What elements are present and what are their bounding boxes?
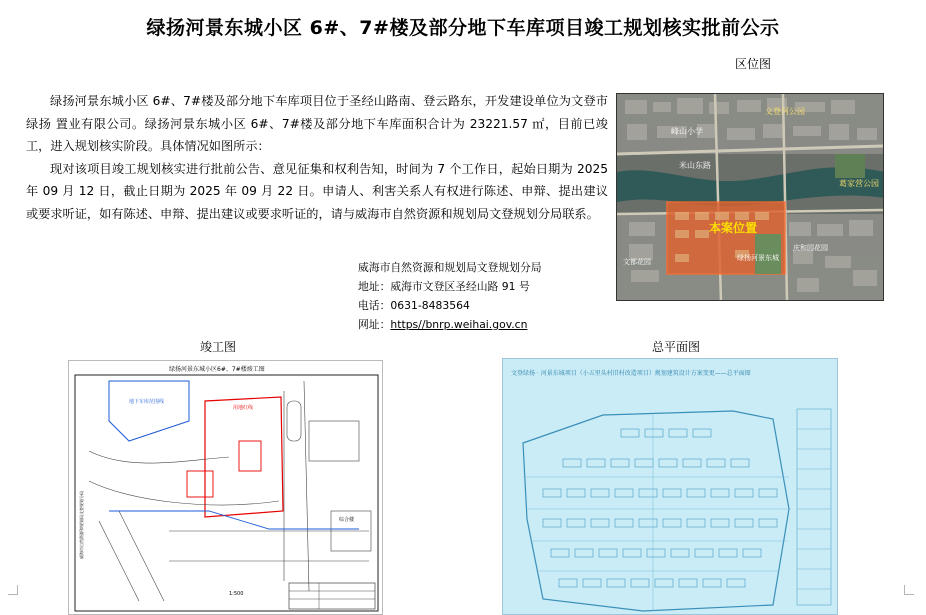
drawing-label-building: 综合楼 (339, 517, 355, 523)
map-label-ne-garden: 文都花园 (623, 258, 651, 266)
contact-website-prefix: 网址： (358, 318, 391, 331)
drawing-scale: 1:500 (229, 591, 244, 597)
location-map-image (617, 94, 884, 301)
contact-phone: 电话：0631-8483564 (358, 299, 470, 312)
completion-drawing-image (69, 361, 384, 615)
map-label-road: 米山东路 (679, 161, 711, 170)
map-label-water-park: 文登河公园 (765, 107, 805, 116)
drawing-label-side: 威海市自然资源和规划局文登规划分局 (79, 491, 84, 559)
completion-drawing-caption: 竣工图 (200, 340, 237, 354)
site-plan-caption: 总平面图 (652, 340, 701, 354)
page-title: 绿扬河景东城小区 6#、7#楼及部分地下车库项目竣工规划核实批前公示 (146, 17, 780, 39)
paragraph-notice-period: 现对该项目竣工规划核实进行批前公告、意见征集和权利告知，时间为 7 个工作日，起始日期为 2025 年 09 月 12 日，截止日期为 2025 年 09 月 22 日。申请人、利害关系人有权进行陈述、申辩、提出建议或要求听证，如有陈述、申辩、提出建议或要求听证的，请与威海市自然资源和规划局文登规划分局联系。 (26, 161, 608, 221)
site-plan-image (503, 359, 839, 615)
drawing-label-boundary: 用地红线 (233, 405, 254, 411)
contact-address: 地址：威海市文登区圣经山路 91 号 (358, 280, 530, 293)
notice-body (26, 90, 608, 225)
contact-org: 威海市自然资源和规划局文登规划分局 (358, 261, 542, 274)
map-label-target: 本案位置 (709, 221, 758, 235)
drawing-sheet-title: 绿扬河景东城小区6#、7#楼竣工图 (169, 366, 265, 373)
map-label-school: 峰山小学 (671, 127, 703, 136)
site-plan (502, 358, 838, 615)
website-link[interactable]: https//bnrp.weihai.gov.cn (390, 318, 528, 331)
paragraph-project-info: 绿扬河景东城小区 6#、7#楼及部分地下车库项目位于圣经山路南、登云路东，开发建设单位为文登市绿扬 置业有限公司。绿扬河景东城小区 6#、7#楼及部分地下车库面积合计为 23221.57 ㎡，目前已竣工，进入规划核实阶段。具体情况如图所示： (26, 94, 608, 153)
contact-block (358, 258, 542, 334)
map-label-target-sub: 绿扬河景东城 (737, 254, 779, 262)
map-label-garden: 庆和园花园 (793, 244, 828, 252)
contact-website (358, 315, 542, 334)
page-corner-mark-right (904, 585, 914, 595)
drawing-label-underground: 地下车库范围线 (129, 399, 165, 405)
site-plan-title: 文登绿扬 · 河景东城项目（小五里头村旧村改造项目）规划建筑设计方案变更——总平面图 (511, 370, 751, 377)
map-label-park: 葛家营公园 (839, 179, 879, 188)
location-map (616, 93, 884, 301)
location-map-caption: 区位图 (735, 57, 772, 71)
completion-drawing (68, 360, 383, 615)
page-corner-mark-left (8, 585, 18, 595)
